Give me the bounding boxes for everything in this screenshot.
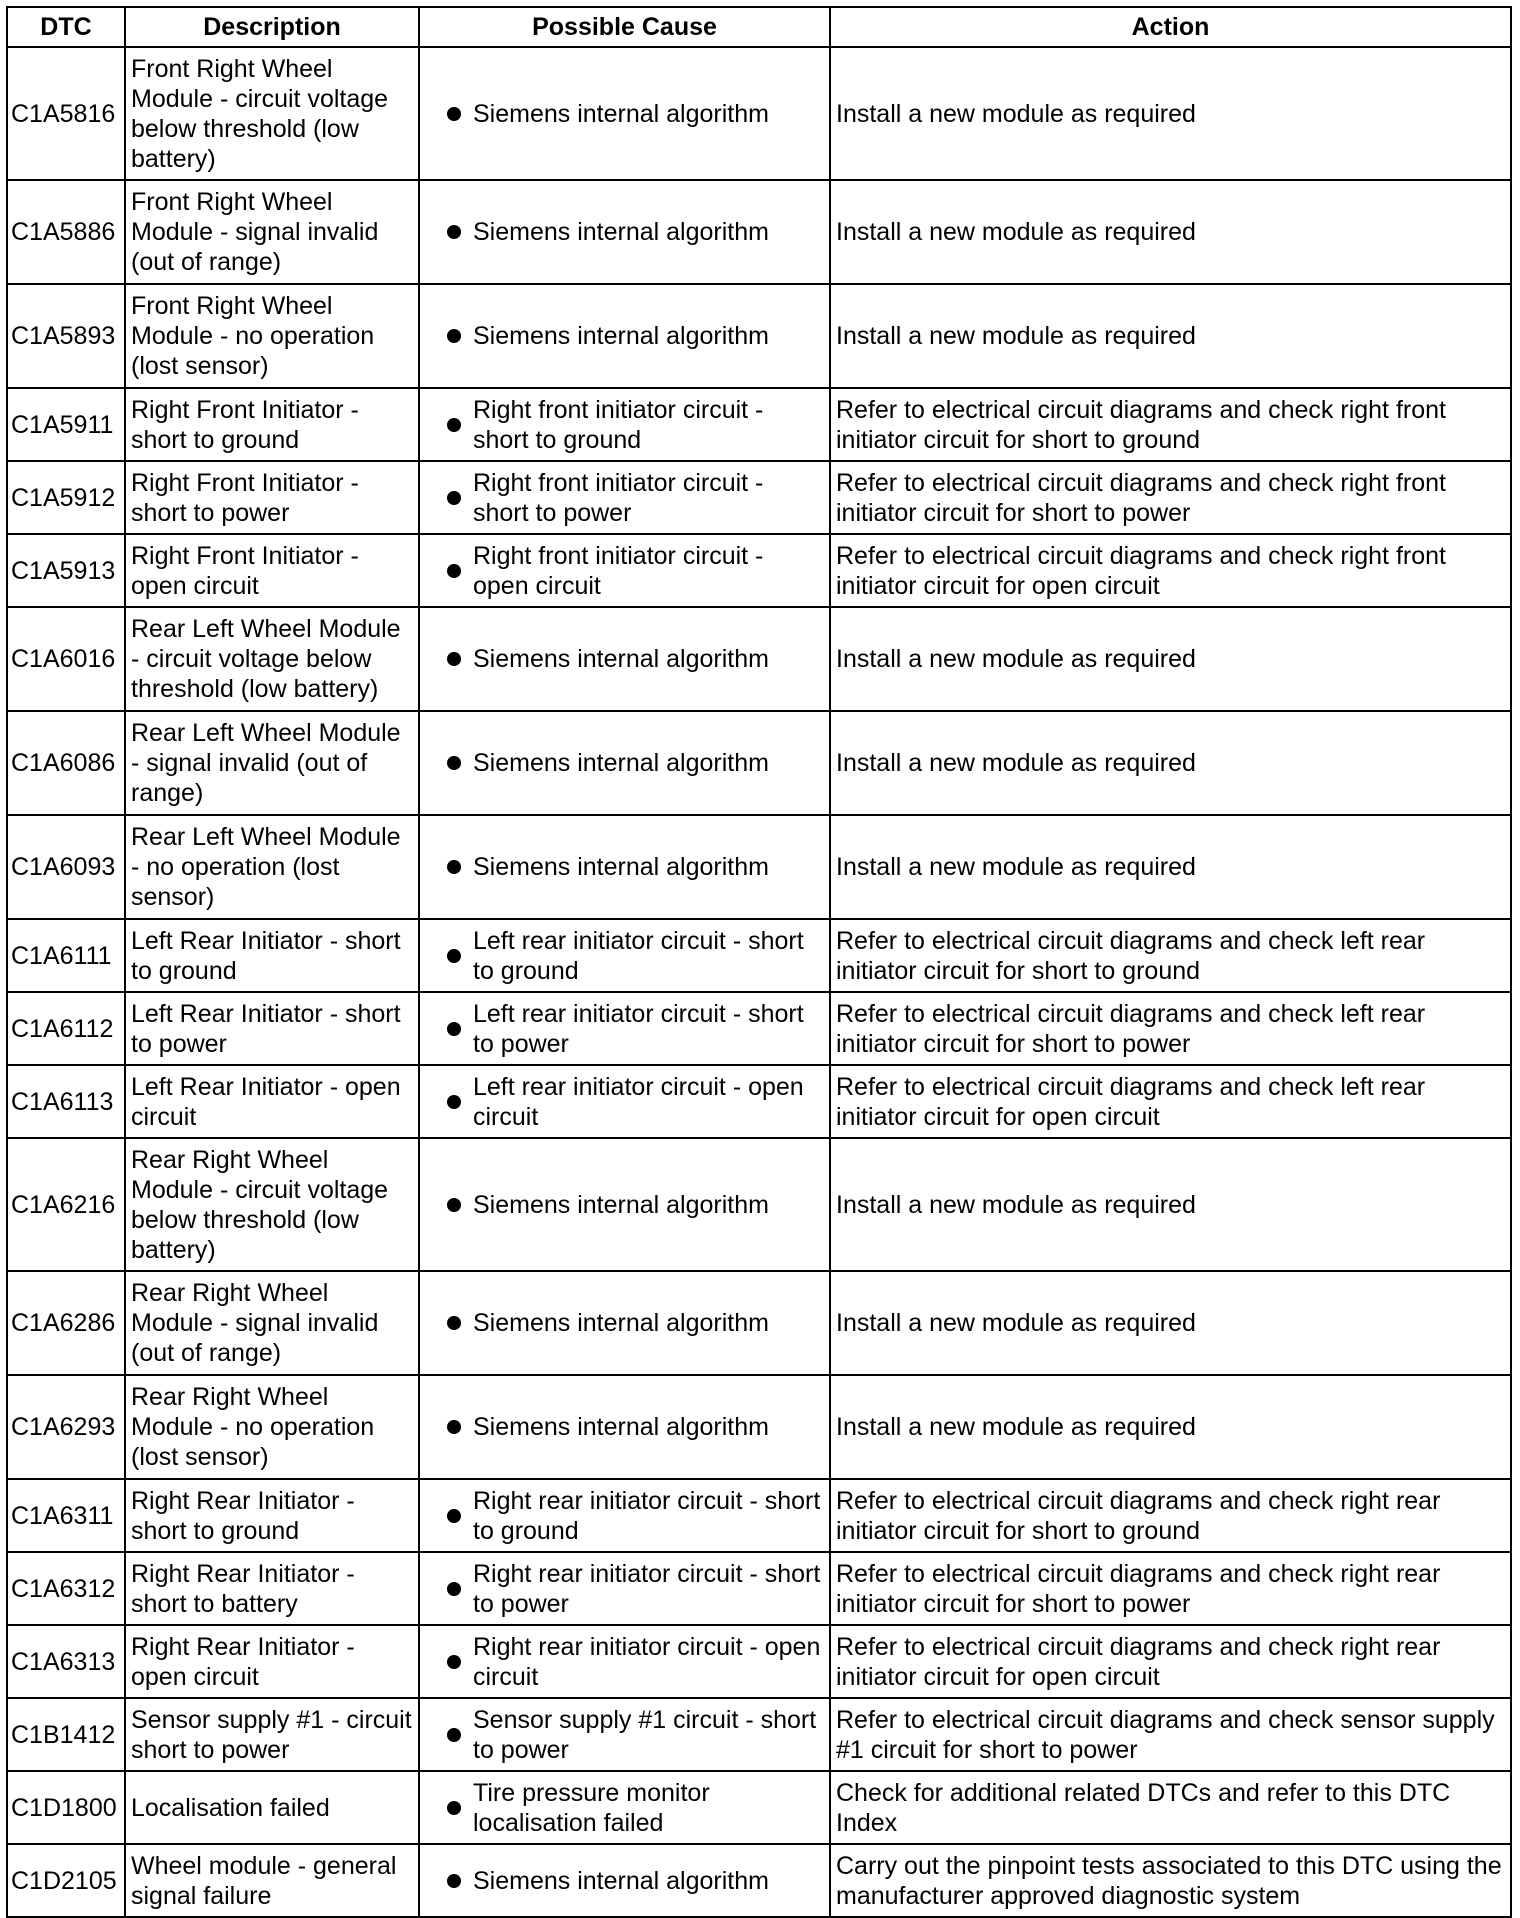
possible-cause-text: Left rear initiator circuit - short to ground xyxy=(473,926,804,985)
bullet-icon xyxy=(447,329,461,343)
bullet-icon xyxy=(447,564,461,578)
dtc-code: C1A6113 xyxy=(7,1065,125,1138)
table-row xyxy=(7,1271,1511,1375)
action-text: Refer to electrical circuit diagrams and check left rear initiator circuit for short to power xyxy=(830,992,1511,1065)
table-row xyxy=(7,711,1511,815)
possible-cause-item xyxy=(425,748,824,778)
header-possible-cause: Possible Cause xyxy=(419,7,830,47)
dtc-description: Rear Left Wheel Module - no operation (lost sensor) xyxy=(125,815,419,919)
possible-cause-cell xyxy=(419,992,830,1065)
possible-cause-text: Siemens internal algorithm xyxy=(473,1190,769,1219)
dtc-description: Rear Right Wheel Module - no operation (lost sensor) xyxy=(125,1375,419,1479)
dtc-code: C1A6293 xyxy=(7,1375,125,1479)
possible-cause-text: Siemens internal algorithm xyxy=(473,218,769,246)
possible-cause-item xyxy=(425,1190,824,1220)
possible-cause-item xyxy=(425,541,824,601)
action-text: Install a new module as required xyxy=(830,1138,1511,1271)
action-text: Check for additional related DTCs and refer to this DTC Index xyxy=(830,1771,1511,1844)
possible-cause-cell xyxy=(419,1552,830,1625)
dtc-description: Right Rear Initiator - short to ground xyxy=(125,1479,419,1552)
possible-cause-text: Right rear initiator circuit - short to ground xyxy=(473,1486,821,1545)
possible-cause-cell xyxy=(419,461,830,534)
table-row xyxy=(7,1698,1511,1771)
possible-cause-item xyxy=(425,321,824,351)
possible-cause-text: Siemens internal algorithm xyxy=(473,99,769,128)
bullet-icon xyxy=(447,1420,461,1434)
dtc-description: Left Rear Initiator - short to power xyxy=(125,992,419,1065)
possible-cause-cell xyxy=(419,388,830,461)
action-text: Refer to electrical circuit diagrams and check right rear initiator circuit for open circuit xyxy=(830,1625,1511,1698)
table-row xyxy=(7,534,1511,607)
dtc-table xyxy=(6,6,1512,1918)
action-text: Install a new module as required xyxy=(830,1375,1511,1479)
possible-cause-text: Siemens internal algorithm xyxy=(473,645,769,673)
action-text: Refer to electrical circuit diagrams and check sensor supply #1 circuit for short to power xyxy=(830,1698,1511,1771)
bullet-icon xyxy=(447,1874,461,1888)
dtc-code: C1A5912 xyxy=(7,461,125,534)
possible-cause-item xyxy=(425,395,824,455)
possible-cause-text: Siemens internal algorithm xyxy=(473,853,769,881)
bullet-icon xyxy=(447,1582,461,1596)
bullet-icon xyxy=(447,949,461,963)
possible-cause-item xyxy=(425,1778,824,1838)
possible-cause-item xyxy=(425,1705,824,1765)
possible-cause-item xyxy=(425,1632,824,1692)
dtc-description: Right Rear Initiator - short to battery xyxy=(125,1552,419,1625)
action-text: Install a new module as required xyxy=(830,47,1511,180)
possible-cause-text: Left rear initiator circuit - open circuit xyxy=(473,1072,804,1131)
possible-cause-item xyxy=(425,468,824,528)
possible-cause-cell xyxy=(419,180,830,284)
possible-cause-text: Right front initiator circuit - short to ground xyxy=(473,395,764,454)
dtc-code: C1A6286 xyxy=(7,1271,125,1375)
dtc-code: C1A6112 xyxy=(7,992,125,1065)
dtc-code: C1A6111 xyxy=(7,919,125,992)
table-row xyxy=(7,1138,1511,1271)
action-text: Carry out the pinpoint tests associated to this DTC using the manufacturer approved diagnostic system xyxy=(830,1844,1511,1917)
table-row xyxy=(7,388,1511,461)
bullet-icon xyxy=(447,1655,461,1669)
possible-cause-text: Left rear initiator circuit - short to power xyxy=(473,999,804,1058)
dtc-description: Front Right Wheel Module - signal invalid (out of range) xyxy=(125,180,419,284)
possible-cause-text: Sensor supply #1 circuit - short to power xyxy=(473,1705,817,1764)
bullet-icon xyxy=(447,107,461,121)
dtc-description: Rear Right Wheel Module - signal invalid (out of range) xyxy=(125,1271,419,1375)
possible-cause-item xyxy=(425,999,824,1059)
action-text: Install a new module as required xyxy=(830,180,1511,284)
dtc-description: Right Front Initiator - short to power xyxy=(125,461,419,534)
possible-cause-text: Siemens internal algorithm xyxy=(473,1866,769,1895)
dtc-description: Right Front Initiator - open circuit xyxy=(125,534,419,607)
possible-cause-item xyxy=(425,1866,824,1896)
possible-cause-item xyxy=(425,1308,824,1338)
bullet-icon xyxy=(447,1316,461,1330)
dtc-description: Left Rear Initiator - open circuit xyxy=(125,1065,419,1138)
action-text: Refer to electrical circuit diagrams and check right rear initiator circuit for short to power xyxy=(830,1552,1511,1625)
action-text: Install a new module as required xyxy=(830,1271,1511,1375)
possible-cause-text: Siemens internal algorithm xyxy=(473,322,769,350)
table-row xyxy=(7,919,1511,992)
possible-cause-item xyxy=(425,852,824,882)
possible-cause-cell xyxy=(419,534,830,607)
possible-cause-item xyxy=(425,926,824,986)
dtc-code: C1A5816 xyxy=(7,47,125,180)
possible-cause-text: Right front initiator circuit - short to power xyxy=(473,468,764,527)
possible-cause-text: Right rear initiator circuit - short to power xyxy=(473,1559,821,1618)
action-text: Refer to electrical circuit diagrams and check right front initiator circuit for short to power xyxy=(830,461,1511,534)
possible-cause-item xyxy=(425,217,824,247)
dtc-description: Localisation failed xyxy=(125,1771,419,1844)
header-dtc: DTC xyxy=(7,7,125,47)
action-text: Refer to electrical circuit diagrams and check right front initiator circuit for open circuit xyxy=(830,534,1511,607)
table-row xyxy=(7,815,1511,919)
possible-cause-cell xyxy=(419,711,830,815)
dtc-code: C1A6313 xyxy=(7,1625,125,1698)
possible-cause-cell xyxy=(419,1698,830,1771)
dtc-description: Right Front Initiator - short to ground xyxy=(125,388,419,461)
action-text: Refer to electrical circuit diagrams and check right front initiator circuit for short to ground xyxy=(830,388,1511,461)
action-text: Refer to electrical circuit diagrams and check right rear initiator circuit for short to ground xyxy=(830,1479,1511,1552)
table-row xyxy=(7,461,1511,534)
possible-cause-cell xyxy=(419,1375,830,1479)
possible-cause-cell xyxy=(419,284,830,388)
table-row xyxy=(7,180,1511,284)
action-text: Refer to electrical circuit diagrams and check left rear initiator circuit for short to ground xyxy=(830,919,1511,992)
dtc-description: Rear Right Wheel Module - circuit voltage below threshold (low battery) xyxy=(125,1138,419,1271)
bullet-icon xyxy=(447,652,461,666)
action-text: Refer to electrical circuit diagrams and check left rear initiator circuit for open circuit xyxy=(830,1065,1511,1138)
header-row xyxy=(7,7,1511,47)
table-row xyxy=(7,47,1511,180)
table-row xyxy=(7,992,1511,1065)
possible-cause-item xyxy=(425,1559,824,1619)
possible-cause-cell xyxy=(419,919,830,992)
possible-cause-cell xyxy=(419,1771,830,1844)
dtc-description: Rear Left Wheel Module - signal invalid (out of range) xyxy=(125,711,419,815)
dtc-code: C1A5893 xyxy=(7,284,125,388)
bullet-icon xyxy=(447,418,461,432)
table-body xyxy=(7,47,1511,1917)
possible-cause-item xyxy=(425,1412,824,1442)
table-row xyxy=(7,1771,1511,1844)
possible-cause-cell xyxy=(419,47,830,180)
dtc-description: Front Right Wheel Module - no operation (lost sensor) xyxy=(125,284,419,388)
action-text: Install a new module as required xyxy=(830,607,1511,711)
possible-cause-item xyxy=(425,1486,824,1546)
possible-cause-text: Right front initiator circuit - open circuit xyxy=(473,541,764,600)
table-row xyxy=(7,1552,1511,1625)
possible-cause-cell xyxy=(419,1271,830,1375)
dtc-description: Sensor supply #1 - circuit short to power xyxy=(125,1698,419,1771)
bullet-icon xyxy=(447,1728,461,1742)
bullet-icon xyxy=(447,860,461,874)
dtc-code: C1A6216 xyxy=(7,1138,125,1271)
table-row xyxy=(7,1844,1511,1917)
possible-cause-item xyxy=(425,1072,824,1132)
dtc-code: C1B1412 xyxy=(7,1698,125,1771)
dtc-description: Wheel module - general signal failure xyxy=(125,1844,419,1917)
bullet-icon xyxy=(447,1198,461,1212)
possible-cause-cell xyxy=(419,1138,830,1271)
bullet-icon xyxy=(447,1022,461,1036)
possible-cause-text: Siemens internal algorithm xyxy=(473,749,769,777)
dtc-description: Front Right Wheel Module - circuit voltage below threshold (low battery) xyxy=(125,47,419,180)
possible-cause-item xyxy=(425,99,824,129)
bullet-icon xyxy=(447,491,461,505)
bullet-icon xyxy=(447,225,461,239)
possible-cause-text: Right rear initiator circuit - open circuit xyxy=(473,1632,821,1691)
possible-cause-item xyxy=(425,644,824,674)
action-text: Install a new module as required xyxy=(830,815,1511,919)
bullet-icon xyxy=(447,756,461,770)
dtc-code: C1A6311 xyxy=(7,1479,125,1552)
table-row xyxy=(7,607,1511,711)
bullet-icon xyxy=(447,1509,461,1523)
possible-cause-cell xyxy=(419,1479,830,1552)
dtc-code: C1A5886 xyxy=(7,180,125,284)
table-row xyxy=(7,1479,1511,1552)
possible-cause-text: Siemens internal algorithm xyxy=(473,1309,769,1337)
possible-cause-cell xyxy=(419,1065,830,1138)
dtc-description: Right Rear Initiator - open circuit xyxy=(125,1625,419,1698)
table-row xyxy=(7,1625,1511,1698)
table-row xyxy=(7,284,1511,388)
dtc-code: C1D1800 xyxy=(7,1771,125,1844)
possible-cause-cell xyxy=(419,1844,830,1917)
header-description: Description xyxy=(125,7,419,47)
possible-cause-text: Siemens internal algorithm xyxy=(473,1413,769,1441)
possible-cause-text: Tire pressure monitor localisation failed xyxy=(473,1778,710,1837)
table-row xyxy=(7,1065,1511,1138)
possible-cause-cell xyxy=(419,607,830,711)
dtc-code: C1A6312 xyxy=(7,1552,125,1625)
table-row xyxy=(7,1375,1511,1479)
possible-cause-cell xyxy=(419,815,830,919)
bullet-icon xyxy=(447,1095,461,1109)
bullet-icon xyxy=(447,1801,461,1815)
action-text: Install a new module as required xyxy=(830,711,1511,815)
dtc-code: C1A6093 xyxy=(7,815,125,919)
action-text: Install a new module as required xyxy=(830,284,1511,388)
header-action: Action xyxy=(830,7,1511,47)
dtc-code: C1D2105 xyxy=(7,1844,125,1917)
dtc-description: Left Rear Initiator - short to ground xyxy=(125,919,419,992)
dtc-code: C1A5913 xyxy=(7,534,125,607)
possible-cause-cell xyxy=(419,1625,830,1698)
dtc-description: Rear Left Wheel Module - circuit voltage below threshold (low battery) xyxy=(125,607,419,711)
dtc-code: C1A6016 xyxy=(7,607,125,711)
dtc-code: C1A5911 xyxy=(7,388,125,461)
dtc-code: C1A6086 xyxy=(7,711,125,815)
